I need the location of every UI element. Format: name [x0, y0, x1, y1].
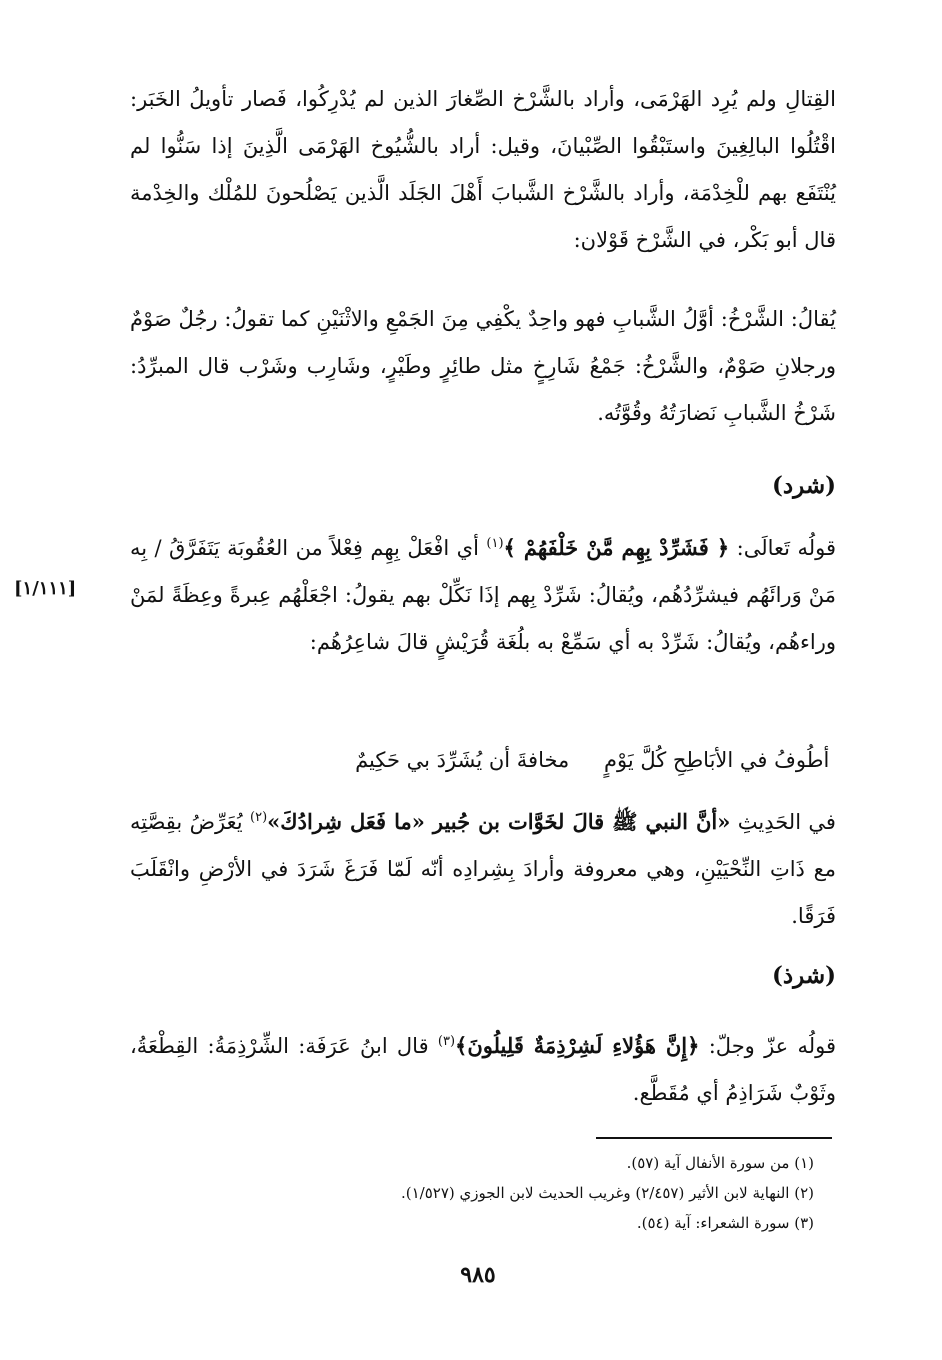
footnote-marker-1: (١) [486, 536, 504, 551]
footnote-marker-3: (٣) [437, 1034, 456, 1049]
paragraph-hadith-start: في الحَدِيثِ [737, 810, 836, 834]
quran-quote-2: ﴿إِنَّ هَؤُلاءِ لَشِرْذِمَةٌ قَلِيلُونَ﴾ [455, 1033, 700, 1058]
verse-second-half: مخافةَ أن يُشَرِّدَ بي حَكِيمٌ [355, 748, 570, 772]
page-number: ٩٨٥ [460, 1262, 496, 1288]
paragraph-shirdhima-start: قولُه عزّ وجلّ: [708, 1034, 836, 1058]
paragraph-hadith [130, 794, 836, 940]
paragraph-sharad-rest: أي افْعَلْ بِهِم فِعْلاً من العُقُوبَة يَتَفَرَّقُ / بِه مَنْ وَرائَهُم فيشرِّدُهُم، ويُقالُ: شَرِّدْ بِهم إذَا نَكِّلْ بهم يقولُ: اجْعَلْهُم عِبرةً وعِظَةً لمَنْ وراءهُم، ويُقالُ: شَرِّدْ به أي سَمِّعْ به بلُغَة قُرَيْشٍ قالَ شاعِرُهُم: [130, 536, 836, 654]
heading-sharadh: (شرذ) [772, 962, 836, 989]
paragraph-sharad-start: قولُه تَعالَى: [736, 536, 836, 560]
paragraph-shirdhima [130, 1018, 836, 1117]
paragraph-intro-text: القِتالِ ولم يُرِد الهَرْمَى، وأراد بالشَّرْخ الصِّغارَ الذين لم يُدْرِكُوا، فَصار تأويلُ الخَبَر: اقْتُلُوا البالِغِينَ واستَبْقُوا الصِّبْيانَ، وقيل: أراد بالشُّيُوخ الهَرْمَى الَّذِينَ إذا سَنُّوا لم يُنْتَفَع بهم للْخِدْمَة، وأراد بالشَّرْخ الشَّبابَ أَهْلَ الجَلَد الَّذين يَصْلُحونَ للمُلْك والخِدْمة قال أبو بَكْر، في الشَّرْخ قَوْلان: [130, 87, 836, 252]
footnote-marker-2: (٢) [250, 810, 268, 825]
paragraph-hadith-rest: يُعَرِّضُ بقِصَّتِه مع ذَاتِ النِّحْيَيْنِ، وهي معروفة وأرادَ بِشِرادِه أنّه لَمّا فَرَغَ شَرَدَ في الأرْضِ وانْقَلَبَ فَرَقًا. [130, 810, 836, 928]
poetry-verse [355, 748, 836, 772]
quran-quote-1: ﴿ فَشَرِّدْ بِهِم مَّنْ خَلْفَهُمْ ﴾ [503, 535, 730, 560]
paragraph-sharkh-text: يُقالُ: الشَّرْخُ: أوَّلُ الشَّبابِ فهو واحِدٌ يكْفِي مِنَ الجَمْعِ والاثْنَيْنِ كما تقولُ: رجُلٌ صَوْمٌ ورجلانِ صَوْمٌ، والشَّرْخُ: جَمْعُ شَارِخٍ مثل طائِرٍ وطَيْرٍ، وشَارِب وشَرْب قال المبرِّدُ: شَرْخُ الشَّبابِ نَضارَتُهُ وقُوَّتُه. [130, 307, 836, 425]
paragraph-sharad [130, 520, 836, 666]
footnote-1: (١) من سورة الأنفال آية (٥٧). [626, 1154, 814, 1172]
footnotes [214, 1148, 814, 1238]
footnote-separator [596, 1137, 832, 1139]
paragraph-shirdhima-rest: قال ابنُ عَرَفَة: الشِّرْذِمَةُ: القِطْعَةُ، وثَوْبٌ شَرَاذِمُ أي مُقَطَّع. [130, 1034, 836, 1105]
verse-first-half: أطُوفُ في الأبَاطِحِ كُلَّ يَوْمٍ [603, 748, 830, 772]
heading-sharad: (شرد) [772, 472, 836, 499]
footnote-2: (٢) النهاية لابن الأثير (٢/٤٥٧) وغريب الحديث لابن الجوزي (١/٥٢٧). [400, 1184, 814, 1202]
paragraph-sharkh [130, 296, 836, 437]
paragraph-intro [130, 76, 836, 264]
hadith-quote: «أنَّ النبي ﷺ قالَ لخَوَّات بن جُبير «ما فَعَل شِرادُكَ» [267, 809, 731, 834]
margin-page-reference: [١/١١١] [14, 578, 77, 599]
footnote-3: (٣) سورة الشعراء: آية (٥٤). [636, 1214, 814, 1232]
